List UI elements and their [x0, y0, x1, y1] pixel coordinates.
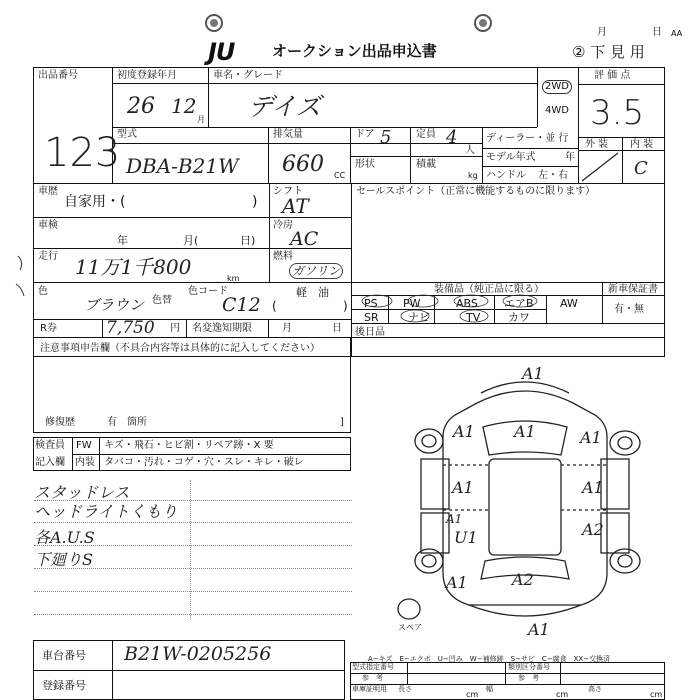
chassis-label: 車台番号 — [42, 649, 86, 662]
spare-label: スペア — [398, 623, 422, 632]
rating-label: 評 価 点 — [594, 70, 631, 81]
model-value: DBA-B21W — [126, 154, 239, 178]
mileage-value: 11万1千800 — [75, 255, 192, 279]
equip-airbag: エアB — [504, 297, 534, 310]
repair-label: 修復歴 — [45, 417, 75, 428]
first-registration-label: 初度登録年月 — [117, 70, 177, 81]
garage-cert-label: 車庫証明用 — [352, 685, 387, 693]
color-code-label: 色コード — [188, 286, 228, 297]
ac-value: AC — [290, 228, 319, 250]
drive-4wd: 4WD — [545, 105, 569, 116]
punch-hole — [474, 14, 492, 32]
warranty-value: 有・無 — [614, 304, 644, 315]
damage-mark: A1 — [582, 478, 604, 497]
fuel-value: ガソリン — [289, 263, 343, 279]
yen-unit: 円 — [170, 323, 180, 334]
shape-label: 形状 — [355, 159, 375, 170]
repair-close: ] — [340, 417, 344, 428]
km-unit: km — [227, 274, 240, 283]
dealer-label: ディーラー・並 行 — [486, 133, 569, 144]
lot-number: 123 — [44, 130, 121, 176]
interior-items: タバコ・汚れ・コゲ・穴・スレ・キレ・破レ — [104, 457, 304, 468]
inspection-month: 月( — [183, 234, 199, 247]
damage-mark: A1 — [453, 422, 475, 441]
equip-sr: SR — [364, 311, 379, 324]
color-label: 色 — [38, 286, 48, 297]
equip-navi: ナビ — [408, 311, 430, 324]
margin-marks — [10, 248, 34, 308]
recycle-label: R券 — [40, 323, 57, 334]
fuel-options: 軽 油 — [296, 286, 329, 299]
color-value: ブラウン — [84, 296, 145, 314]
fw-items: キズ・飛石・ヒビ割・リペア跡・X 要 — [104, 440, 274, 451]
note-3: 各A.U.S — [34, 528, 95, 547]
fuel-paren-close: ) — [343, 299, 348, 313]
equip-tv: TV — [466, 311, 481, 324]
registration-year: 26 — [127, 94, 155, 119]
chassis-value: B21W-0205256 — [124, 643, 272, 665]
cc-unit: CC — [334, 171, 346, 180]
shift-value: AT — [282, 194, 309, 218]
name-change-day: 日 — [332, 323, 342, 334]
inspection-day: 日) — [240, 234, 256, 247]
doors-label: ドア — [355, 129, 375, 140]
equip-leather: カワ — [508, 311, 530, 324]
width-unit: cm — [556, 690, 569, 699]
handle-value: 左・右 — [538, 170, 568, 181]
inspection-year: 年 — [117, 234, 128, 247]
capacity-unit: 人 — [465, 145, 475, 156]
interior-grade: C — [634, 158, 648, 179]
repair-value: 有 箇所 — [107, 417, 147, 428]
reference-label-2: 参 考 — [518, 674, 539, 682]
damage-mark: U1 — [454, 528, 478, 547]
sales-point-label: セールスポイント（正常に機能するものに限ります） — [356, 186, 596, 197]
name-change-label: 名変逸知期限 — [192, 323, 252, 334]
interior-label: 内 装 — [630, 139, 654, 150]
history-close: ) — [252, 194, 258, 210]
interior-tag: 内装 — [75, 457, 95, 468]
lot-number-label: 出品番号 — [38, 70, 78, 81]
kg-unit: kg — [468, 171, 478, 180]
damage-mark: A2 — [512, 570, 534, 589]
damage-legend: A−キズ E−エクボ U−凹み W−補修跡 S−サビ C−腐食 XX−交換済 — [368, 655, 611, 663]
fuel-paren-open: ( — [272, 299, 277, 313]
drive-2wd: 2WD — [542, 80, 572, 94]
width-label: 幅 — [486, 685, 493, 693]
rating-value: 3.5 — [590, 93, 645, 133]
copy-type: ② 下 見 用 — [572, 43, 645, 61]
exterior-label: 外 装 — [585, 139, 609, 150]
fw-label: FW — [76, 440, 92, 451]
inspector-label: 検査員 — [35, 440, 65, 451]
capacity-value: 4 — [446, 127, 458, 148]
damage-mark: A1 — [580, 428, 602, 447]
color-code-value: C12 — [222, 294, 261, 316]
load-label: 積載 — [416, 159, 436, 170]
month-label: 月 — [597, 27, 607, 38]
recycle-value: 7,750 — [106, 318, 155, 338]
model-label: 型式 — [117, 129, 137, 140]
equipment-circles — [351, 282, 551, 327]
damage-mark: A1 — [522, 364, 544, 383]
registration-month-unit: 月 — [197, 115, 205, 124]
model-year-unit: 年 — [565, 152, 575, 163]
equipment-label: 装備品（純正品に限る） — [434, 284, 544, 295]
note-2: ヘッドライトくもり — [34, 502, 178, 521]
aa-label: AA — [671, 29, 683, 38]
height-label: 高さ — [588, 685, 602, 693]
equip-ps: PS — [364, 297, 378, 310]
model-year-label: モデル年式 — [486, 152, 536, 163]
car-diagram — [385, 365, 665, 640]
length-label: 長さ — [398, 685, 412, 693]
shift-label: シフト — [273, 186, 303, 197]
mileage-label: 走行 — [38, 251, 58, 262]
ju-logo: JU — [208, 38, 235, 66]
height-unit: cm — [650, 690, 663, 699]
history-label: 車歴 — [38, 186, 58, 197]
registration-number-label: 登録番号 — [42, 679, 86, 692]
class-number-label: 類別区分番号 — [508, 663, 550, 671]
note-1: スタッドレス — [34, 483, 130, 502]
damage-mark: A1 — [446, 573, 468, 592]
spec-number-label: 型式指定番号 — [352, 663, 394, 671]
inspection-label: 車検 — [38, 220, 58, 231]
car-name-label: 車名・グレード — [213, 70, 283, 81]
day-label: 日 — [652, 27, 662, 38]
equip-pw: PW — [403, 297, 421, 310]
equip-aw: AW — [560, 297, 578, 310]
notice-label: 注意事項申告欄（不具合内容等は具体的に記入してください） — [40, 343, 320, 354]
note-4: 下廻りS — [34, 550, 93, 569]
warranty-label: 新車保証書 — [608, 284, 658, 295]
capacity-label: 定員 — [416, 129, 436, 140]
damage-mark: A1 — [452, 478, 474, 497]
doors-value: 5 — [380, 127, 392, 148]
handle-label: ハンドル — [486, 170, 526, 181]
later-date-label: 後日品 — [355, 327, 385, 338]
displacement-label: 排気量 — [273, 129, 303, 140]
equip-abs: ABS — [456, 297, 478, 310]
reference-label-1: 参 考 — [362, 674, 383, 682]
punch-hole — [205, 14, 223, 32]
displacement-value: 660 — [282, 152, 324, 177]
damage-mark: A1 — [528, 620, 550, 639]
car-name: デイズ — [248, 92, 322, 121]
damage-mark: A1 — [446, 512, 463, 526]
repaint-label: 色替 — [152, 295, 172, 306]
damage-mark: A2 — [582, 520, 604, 539]
form-title: オークション出品申込書 — [272, 42, 437, 60]
name-change-month: 月 — [282, 323, 292, 334]
fuel-label: 燃料 — [273, 251, 293, 262]
history-value: 自家用・( — [64, 194, 126, 210]
length-unit: cm — [466, 690, 479, 699]
damage-mark: A1 — [514, 422, 536, 441]
entry-label: 記入欄 — [35, 457, 65, 468]
ac-label: 冷房 — [273, 220, 293, 231]
registration-month: 12 — [171, 94, 197, 118]
exterior-slash — [578, 150, 622, 183]
